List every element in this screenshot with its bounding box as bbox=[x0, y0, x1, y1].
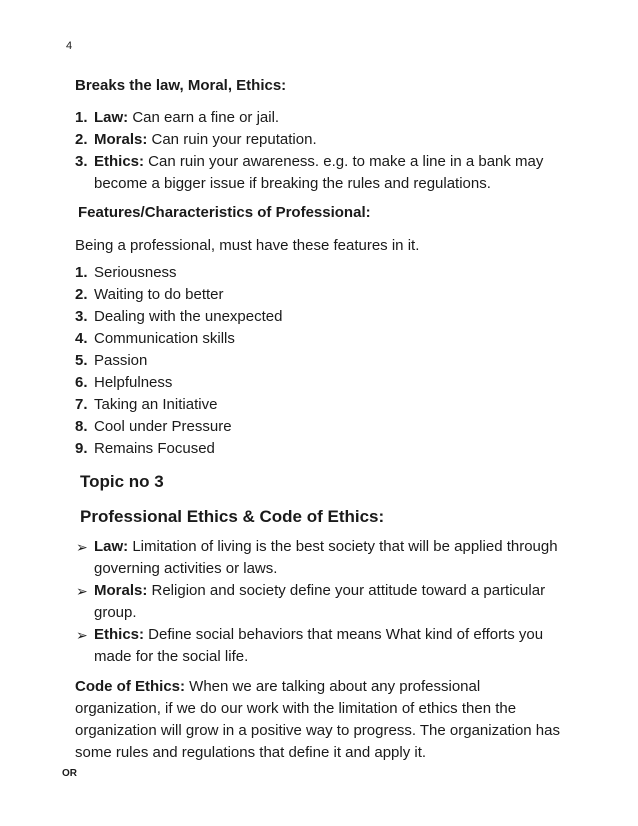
list-item bbox=[75, 151, 575, 195]
section1-list bbox=[75, 107, 575, 195]
list-item bbox=[75, 350, 575, 372]
page-number: 4 bbox=[66, 40, 73, 52]
section3-heading: Professional Ethics & Code of Ethics: bbox=[80, 507, 385, 526]
item-text: Remains Focused bbox=[94, 440, 215, 457]
item-text: Can earn a fine or jail. bbox=[128, 109, 280, 126]
item-text: Passion bbox=[94, 352, 148, 369]
paragraph-term: Code of Ethics: bbox=[75, 678, 186, 695]
item-number: 6. bbox=[75, 374, 88, 391]
item-term: Law: bbox=[94, 109, 129, 126]
item-text: Helpfulness bbox=[94, 374, 173, 391]
item-term: Law: bbox=[94, 538, 129, 555]
list-item bbox=[75, 328, 575, 350]
paragraph-text: When we are talking about any professional organization, if we do our work with the limitation of ethics then the organization will grow in a positive way to progress. The organization has some rules and regulations that define it and apply it. bbox=[75, 678, 560, 761]
topic-title: Topic no 3 bbox=[80, 472, 164, 491]
footer-mark: OR bbox=[62, 768, 77, 779]
features-list bbox=[75, 262, 575, 460]
item-number: 2. bbox=[75, 131, 88, 148]
item-text: Taking an Initiative bbox=[94, 396, 218, 413]
item-term: Ethics: bbox=[94, 626, 145, 643]
item-number: 7. bbox=[75, 396, 88, 413]
item-text: Cool under Pressure bbox=[94, 418, 232, 435]
item-text: Can ruin your reputation. bbox=[147, 131, 317, 148]
item-text: Communication skills bbox=[94, 330, 235, 347]
list-item bbox=[75, 284, 575, 306]
item-number: 1. bbox=[75, 109, 88, 126]
arrow-bullet-icon: ➢ bbox=[76, 583, 88, 599]
list-item bbox=[75, 129, 575, 151]
item-number: 3. bbox=[75, 308, 88, 325]
item-term: Morals: bbox=[94, 131, 148, 148]
item-text: Define social behaviors that means What kind of efforts you made for the social life. bbox=[94, 626, 544, 665]
list-item bbox=[75, 536, 565, 580]
arrow-bullet-icon: ➢ bbox=[76, 539, 88, 555]
item-text: Can ruin your awareness. e.g. to make a line in a bank may become a bigger issue if breaking the rules and regulations. bbox=[94, 153, 544, 192]
list-item bbox=[75, 107, 575, 129]
section2-heading: Features/Characteristics of Professional: bbox=[78, 204, 371, 221]
item-text: Seriousness bbox=[94, 264, 177, 281]
list-item bbox=[75, 624, 565, 668]
item-text: Limitation of living is the best society that will be applied through governing activities or laws. bbox=[94, 538, 558, 577]
item-text: Religion and society define your attitude toward a particular group. bbox=[94, 582, 546, 621]
list-item bbox=[75, 372, 575, 394]
list-item bbox=[75, 394, 575, 416]
item-number: 3. bbox=[75, 153, 88, 170]
code-of-ethics-paragraph bbox=[75, 676, 563, 764]
section2-intro: Being a professional, must have these features in it. bbox=[75, 237, 420, 254]
item-number: 2. bbox=[75, 286, 88, 303]
item-number: 1. bbox=[75, 264, 88, 281]
item-text: Dealing with the unexpected bbox=[94, 308, 283, 325]
item-term: Morals: bbox=[94, 582, 148, 599]
section1-heading: Breaks the law, Moral, Ethics: bbox=[75, 77, 287, 94]
item-text: Waiting to do better bbox=[94, 286, 224, 303]
list-item bbox=[75, 580, 565, 624]
list-item bbox=[75, 306, 575, 328]
item-number: 9. bbox=[75, 440, 88, 457]
arrow-bullet-icon: ➢ bbox=[76, 627, 88, 643]
item-term: Ethics: bbox=[94, 153, 145, 170]
item-number: 5. bbox=[75, 352, 88, 369]
ethics-list bbox=[75, 536, 565, 668]
list-item bbox=[75, 262, 575, 284]
item-number: 4. bbox=[75, 330, 88, 347]
list-item bbox=[75, 438, 575, 460]
list-item bbox=[75, 416, 575, 438]
item-number: 8. bbox=[75, 418, 88, 435]
